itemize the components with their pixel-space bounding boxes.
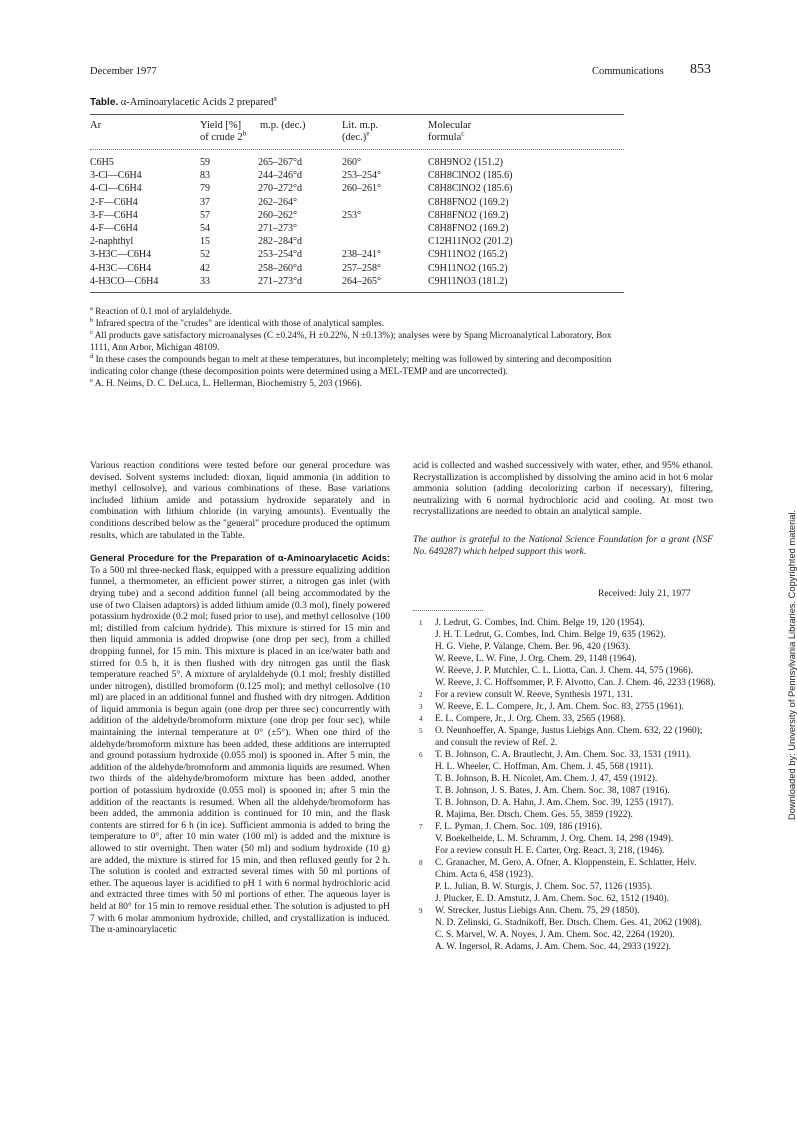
reference-number: 4 (419, 715, 423, 723)
table-cell-yield: 15 (200, 236, 210, 248)
col-header-yield-sup: b (242, 128, 247, 138)
reference-number: 6 (419, 751, 423, 759)
table-caption-text: α-Aminoarylacetic Acids 2 prepared (120, 97, 274, 108)
references-rule (413, 610, 483, 611)
table-cell-formula: C8H8FNO2 (169.2) (428, 196, 509, 208)
table-header-rule (90, 149, 624, 150)
table-cell-mp: 244–246°d (258, 170, 302, 182)
reference-line: E. L. Compere, Jr., J. Org. Chem. 33, 2565 (1968). (435, 714, 626, 724)
col-header-formula-sup: c (461, 128, 465, 138)
footnote-c (90, 330, 630, 354)
table-cell-formula: C12H11NO2 (201.2) (428, 236, 513, 248)
reference-line: V. Boekelheide, L. M. Schramm, J. Org. Chem. 14, 298 (1949). (435, 834, 674, 844)
footnote-mark: d (90, 352, 94, 360)
reference-line: T. B. Johnson, D. A. Hahn, J. Am. Chem. Soc. 39, 1255 (1917). (435, 798, 674, 808)
reference-line: For a review consult H. E. Carter, Org. React. 3, 218, (1946). (435, 846, 665, 856)
table-caption-label: Table. (90, 97, 119, 108)
reference-line: W. Reeve, E. L. Compere, Jr., J. Am. Chem. Soc. 83, 2755 (1961). (435, 702, 684, 712)
table-cell-ar: 4-H3C—C6H4 (90, 262, 152, 274)
table-cell-yield: 79 (200, 183, 210, 195)
running-header-date: December 1977 (90, 66, 157, 77)
table-caption (90, 93, 277, 108)
page-number: 853 (690, 62, 711, 77)
footnote-mark: c (90, 328, 93, 336)
reference-line: W. Reeve, J. P. Mutchler, C. L. Liotta, Can. J. Chem. 44, 575 (1966). (435, 666, 694, 676)
table-cell-mp: 271–273° (258, 223, 297, 234)
intro-paragraph: Various reaction conditions were tested before our general procedure was devised. Solvent systems included: dioxan, liquid ammonia (in addition to methyl cellosolve), and various combinations of these. Base variations included lithium amide and potassium hydroxide separately and in combination with lithium chloride (in varying amounts). Eventually the conditions described below as the "general" procedure produced the optimum results, which are tabulated in the Table. (90, 460, 390, 541)
footnote-d (90, 354, 630, 378)
reference-item (413, 689, 718, 701)
table-cell-mp: 260–262° (258, 209, 297, 221)
reference-line: For a review consult W. Reeve, Synthesis 1971, 131. (435, 690, 633, 700)
footnote-mark: b (90, 316, 94, 324)
table-cell-ar: 3-H3C—C6H4 (90, 249, 152, 261)
reference-item (413, 749, 718, 821)
table-cell-formula: C9H11NO2 (165.2) (428, 249, 508, 261)
reference-line: C. Granacher, M. Gero, A. Ofner, A. Kloppenstein, E. Schlatter, Helv. Chim. Acta 6, 458 (1923). (435, 858, 697, 880)
reference-line: J. Ledrut, G. Combes, Ind. Chim. Belge 19, 120 (1954). (435, 618, 645, 628)
references-list (413, 617, 718, 953)
footnote-text: Reaction of 0.1 mol of arylaldehyde. (95, 307, 232, 317)
table-cell-mp: 270–272°d (258, 183, 302, 195)
continuation-paragraph: acid is collected and washed successively with water, ether, and 95% ethanol. Recrystallization is accomplished by dissolving the amino acid in hot 6 molar ammonia solution (adding decolorizing carbon if necessary), filtering, neutralizing with 6 normal hydrochloric acid and cooling. At most two recrystallizations are needed to obtain an analytical sample. (413, 460, 713, 518)
reference-line: O. Neunhoeffer, A. Spange, Justus Liebigs Ann. Chem. 632, 22 (1960); and consult the review of Ref. 2. (435, 726, 703, 748)
table-cell-lit: 264–265° (342, 275, 381, 287)
footnote-text: All products gave satisfactory microanalyses (C ±0.24%, H ±0.22%, N ±0.13%); analyses were by Spang Microanalytical Laboratory, Box 1111, Ann Arbor, Michigan 48109. (90, 331, 612, 353)
reference-number: 5 (419, 727, 423, 735)
reference-item (413, 905, 718, 953)
col-header-lit-line2: (dec.) (342, 132, 367, 143)
table-cell-formula: C8H8FNO2 (169.2) (428, 209, 509, 221)
acknowledgement: The author is grateful to the National Science Foundation for a grant (NSF No. 649287) which helped support this work. (413, 533, 713, 557)
reference-line: R. Majima, Ber. Dtsch. Chem. Ges. 55, 3859 (1922). (435, 810, 633, 820)
col-header-lit (342, 120, 378, 144)
table-cell-formula: C8H8FNO2 (169.2) (428, 223, 509, 234)
reference-line: J. H. T. Ledrut, G. Combes, Ind. Chim. Belge 19, 635 (1962). (435, 630, 666, 640)
reference-line: N. D. Zelinski, G. Stadnikoff, Ber. Dtsch. Chem. Ges. 41, 2062 (1908). (435, 918, 702, 928)
table-cell-ar: 2-naphthyl (90, 236, 134, 248)
procedure-heading: General Procedure for the Preparation of α-Aminoarylacetic Acids: (90, 553, 390, 564)
table-cell-mp: 253–254°d (258, 249, 302, 261)
table-caption-sup: a (273, 93, 277, 103)
reference-item (413, 857, 718, 905)
reference-number: 3 (419, 703, 423, 711)
table-cell-yield: 83 (200, 170, 210, 182)
reference-line: H. L. Wheeler, C. Hoffman, Am. Chem. J. 45, 568 (1911). (435, 762, 654, 772)
reference-line: H. G. Viehe, P. Valange, Chem. Ber. 96, 420 (1963). (435, 642, 631, 652)
table-cell-mp: 271–273°d (258, 275, 302, 287)
reference-line: A. W. Ingersol, R. Adams, J. Am. Chem. Soc. 44, 2933 (1922). (435, 942, 671, 952)
table-cell-lit: 260° (342, 157, 361, 168)
reference-item (413, 701, 718, 713)
received-date: Received: July 21, 1977 (598, 588, 691, 599)
reference-number: 8 (419, 859, 423, 867)
table-cell-formula: C8H8ClNO2 (185.6) (428, 170, 513, 182)
footnote-text: A. H. Neims, D. C. DeLuca, L. Hellerman, Biochemistry 5, 203 (1966). (94, 379, 362, 389)
table-cell-ar: 4-F—C6H4 (90, 223, 138, 234)
table-cell-yield: 54 (200, 223, 210, 234)
reference-line: P. L. Julian, B. W. Sturgis, J. Chem. Soc. 57, 1126 (1935). (435, 882, 653, 892)
table-cell-formula: C8H9NO2 (151.2) (428, 157, 503, 168)
col-header-yield-line1: Yield [%] (200, 120, 242, 131)
col-header-lit-line1: Lit. m.p. (342, 120, 379, 131)
table-cell-formula: C9H11NO3 (181.2) (428, 275, 508, 287)
footnote-a (90, 306, 630, 318)
col-header-ar: Ar (90, 120, 102, 131)
reference-item (413, 821, 718, 857)
procedure-paragraph (90, 553, 390, 936)
download-watermark (777, 380, 797, 820)
col-header-formula-line2: formula (428, 132, 462, 143)
reference-line: W. Reeve, J. C. Hoffsommer, P. F. Alvotto, Can. J. Chem. 46, 2233 (1968). (435, 678, 716, 688)
reference-item (413, 713, 718, 725)
table-cell-ar: 2-F—C6H4 (90, 196, 138, 208)
table-top-rule (90, 114, 624, 115)
table-cell-yield: 37 (200, 196, 210, 208)
reference-line: T. B. Johnson, J. S. Bates, J. Am. Chem. Soc. 38, 1087 (1916). (435, 786, 670, 796)
reference-line: W. Strecker, Justus Liebigs Ann. Chem. 75, 29 (1850). (435, 906, 640, 916)
reference-number: 1 (419, 619, 423, 627)
table-cell-mp: 258–260°d (258, 262, 302, 274)
table-cell-formula: C8H8ClNO2 (185.6) (428, 183, 513, 195)
table-cell-ar: 4-H3CO—C6H4 (90, 275, 159, 287)
col-header-yield-line2: of crude 2 (200, 132, 243, 143)
table-cell-formula: C9H11NO2 (165.2) (428, 262, 508, 274)
footnote-mark: e (90, 376, 93, 384)
table-cell-yield: 52 (200, 249, 210, 261)
reference-number: 2 (419, 691, 423, 699)
col-header-yield (200, 120, 246, 144)
table-cell-ar: 4-Cl—C6H4 (90, 183, 142, 195)
reference-number: 9 (419, 907, 423, 915)
table-cell-mp: 262–264° (258, 196, 297, 208)
table-cell-lit: 253° (342, 209, 361, 221)
table-cell-lit: 238–241° (342, 249, 381, 261)
reference-number: 7 (419, 823, 423, 831)
footnote-text: In these cases the compounds began to melt at these temperatures, but incompletely; melting was followed by sintering and decomposition indicating color change (these decomposition points were determined using a MEL-TEMP and are uncorrected). (90, 355, 612, 377)
table-cell-yield: 57 (200, 209, 210, 221)
footnote-mark: a (90, 304, 93, 312)
table-cell-lit: 260–261° (342, 183, 381, 195)
table-cell-ar: 3-Cl—C6H4 (90, 170, 142, 182)
table-cell-lit: 253–254° (342, 170, 381, 182)
table-footnotes (90, 306, 630, 390)
reference-line: C. S. Marvel, W. A. Noyes, J. Am. Chem. Soc. 42, 2264 (1920). (435, 930, 675, 940)
footnote-text: Infrared spectra of the "crudes" are identical with those of analytical samples. (95, 319, 385, 329)
body-right-column (413, 460, 713, 557)
reference-line: T. B. Johnson, B. H. Nicolet, Am. Chem. J. 47, 459 (1912). (435, 774, 658, 784)
table-bottom-rule (90, 292, 624, 293)
reference-item (413, 617, 718, 689)
running-header-section: Communications (592, 66, 664, 77)
col-header-formula-line1: Molecular (428, 120, 472, 131)
table-cell-ar: C6H5 (90, 157, 114, 168)
col-header-formula (428, 120, 471, 144)
col-header-lit-sup: e (366, 128, 370, 138)
table-cell-yield: 59 (200, 157, 210, 168)
watermark-text: Downloaded by: University of Pennsylvania Libraries. Copyrighted material. (787, 509, 797, 820)
table-cell-ar: 3-F—C6H4 (90, 209, 138, 221)
reference-line: T. B. Johnson, C. A. Brautlecht, J. Am. Chem. Soc. 33, 1531 (1911). (435, 750, 692, 760)
reference-line: W. Reeve, L. W. Fine, J. Org. Chem. 29, 1148 (1964). (435, 654, 637, 664)
table-cell-mp: 282–284°d (258, 236, 302, 248)
procedure-text: To a 500 ml three-necked flask, equipped with a pressure equalizing addition funnel, a thermometer, an efficient power stirrer, a nitrogen gas inlet (with drying tube) and a second addition funnel (all being accommodated by the use of two Claisen adaptors) is added lithium amide (0.3 mol), finely powered potassium hydroxide (0.2 mol; fused prior to use), and methyl cellosolve (100 ml; distilled from calcium hydride). This mixture is stirred for 15 min and then liquid ammonia is added dropwise (one drop per sec), from a chilled dropping funnel, for 15 min. This mixture is placed in an ice/water bath and stirred for 0.5 h, it is then flushed with dry nitrogen gas until the flask temperature reached 5°. A mixture of arylaldehyde (0.1 mol; freshly distilled under nitrogen), distilled bromoform (0.125 mol); and methyl cellosolve (10 ml) are placed in an additional funnel and flushed with dry nitrogen. Addition of liquid ammonia is begun again (one drop per three sec) concurrently with addition of the aldehyde/bromoform mixture (one drop per four sec), while maintaining the internal temperature at 0° (±5°). When one third of the aldehyde/bromoform mixture has been added, these additions are interrupted and ground potassium hydroxide (0.055 mol) is spooned in. After 5 min, the addition of the aldehyde/bromoform and ammonia liquids are resumed. When two thirds of the aldehyde/bromoform mixture has been added, another portion of potassium hydroxide (0.055 mol) is spooned in; after 5 min the addition of the reactants is resumed. When all the aldehyde/bromoform has been added, the ammonia addition is continued for 10 min, and the flask contents are stirred for 6 h (in ice). Sufficient ammonia is added to bring the temperature to 0°, after 10 min water (100 ml) is added and the mixture is allowed to stir overnight. Then water (50 ml) and sodium hydroxide (10 g) are added, the mixture is stirred for 15 min, and then refluxed gently for 2 h. The solution is cooled and extracted several times with 50 ml portions of ether. The aqueous layer is acidified to pH 1 with 6 normal hydrochloric acid and extracted three times with 50 ml portions of ether. The aqueous layer is held at 80° for 15 min to remove residual ether. The solution is adjusted to pH 7 with 6 molar ammonium hydroxide, chilled, and crystallization is induced. The α-aminoarylacetic (90, 564, 391, 936)
reference-item (413, 725, 718, 749)
table-cell-mp: 265–267°d (258, 157, 302, 168)
reference-line: F. L. Pyman, J. Chem. Soc. 109, 186 (1916). (435, 822, 602, 832)
body-left-column (90, 460, 390, 936)
table-cell-lit: 257–258° (342, 262, 381, 274)
reference-line: J. Plucker, E. D. Amstutz, J. Am. Chem. Soc. 62, 1512 (1940). (435, 894, 669, 904)
footnote-e (90, 378, 630, 390)
footnote-b (90, 318, 630, 330)
col-header-mp: m.p. (dec.) (260, 120, 306, 131)
table-cell-yield: 42 (200, 262, 210, 274)
table-cell-yield: 33 (200, 275, 210, 287)
